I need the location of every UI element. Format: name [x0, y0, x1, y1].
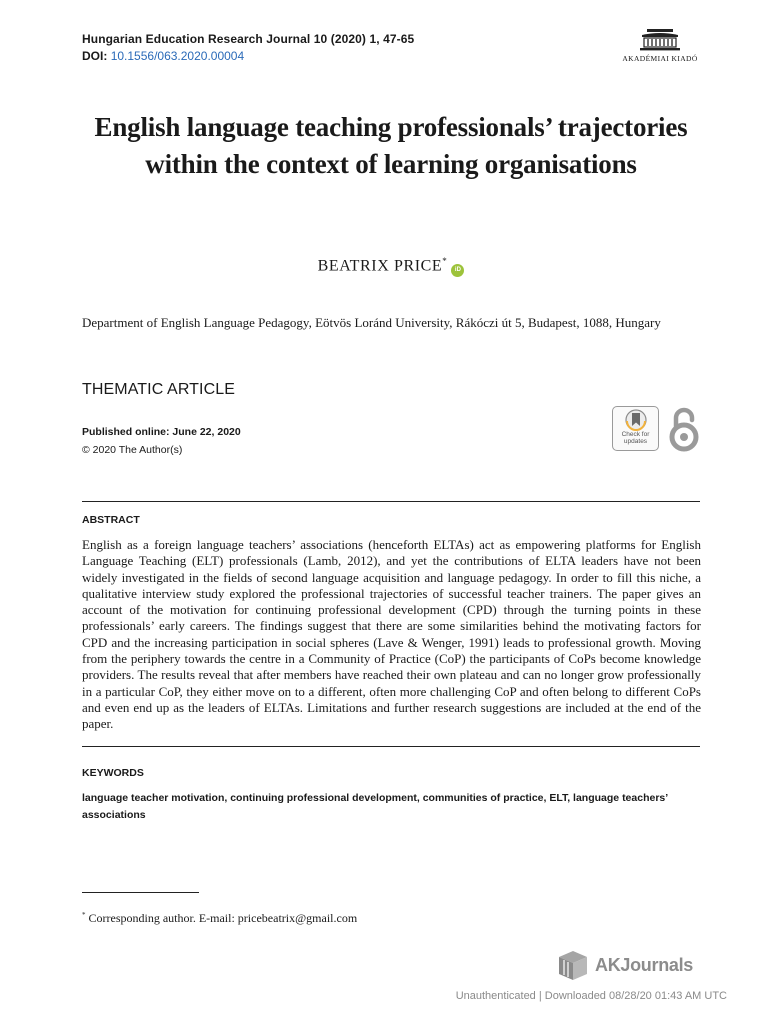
- author-footnote-mark: *: [442, 256, 448, 266]
- abstract-heading: ABSTRACT: [82, 514, 140, 526]
- published-date: Published online: June 22, 2020: [82, 426, 241, 438]
- footnote: [82, 911, 357, 926]
- doi-link[interactable]: 10.1556/063.2020.00004: [110, 49, 245, 63]
- check-for-updates-button[interactable]: [612, 406, 659, 451]
- footnote-mark: *: [82, 911, 86, 919]
- akjournals-wordmark: AKJournals: [595, 954, 694, 975]
- footnote-divider: [82, 892, 199, 893]
- article-type: THEMATIC ARTICLE: [82, 381, 236, 398]
- keywords-heading: KEYWORDS: [82, 767, 144, 779]
- doi-label: DOI:: [82, 49, 108, 63]
- abstract-text: English as a foreign language teachers’ associations (henceforth ELTAs) act as empowering platforms for English Language Teaching (ELT) professionals (Lamb, 2012), and yet the contributions of ELTA leaders have not been widely investigated in the fields of second language acquisition and language pedagogy. In order to fill this niche, a qualitative interview study explored the professional trajectories of successful teacher trainers. The paper gives an account of the motivation for continuing professional development (CPD) through the turning points in these professionals’ early careers. The findings suggest that there are some similarities behind the motivating factors for CPD and the increasing participation in social spheres (Lave & Wenger, 1991) leads to professional growth. Moving from the periphery towards the centre in a Community of Practice (CoP) the participants of CoPs become knowledge providers. The results reveal that after members have reached their own plateau and can no longer grow professionally in a particular CoP, they either move on to a different, often more challenging CoP and often belong to different CoPs and even end up as the leaders of ELTAs. Limitations and further research suggestions are included at the end of the paper.: [82, 537, 701, 732]
- doi-line: [82, 48, 414, 65]
- author-line: [82, 256, 700, 277]
- publisher-logo: [618, 28, 702, 68]
- check-updates-label-2: updates: [623, 438, 648, 445]
- bookmark-ribbon-icon: [624, 409, 648, 431]
- author-name[interactable]: BEATRIX PRICE: [317, 257, 443, 275]
- akjournals-logo[interactable]: [556, 945, 693, 985]
- academy-building-icon: [638, 28, 682, 52]
- footnote-text: Corresponding author. E-mail: pricebeatrix@gmail.com: [85, 911, 358, 925]
- copyright: © 2020 The Author(s): [82, 444, 183, 456]
- check-updates-label-1: Check for: [621, 431, 650, 438]
- publisher-name: AKADÉMIAI KIADÓ: [622, 54, 698, 63]
- keywords-text: language teacher motivation, continuing professional development, communities of practice, ELT, language teachers’ associations: [82, 792, 668, 821]
- abstract-bottom-divider: [82, 746, 700, 747]
- article-title: English language teaching professionals’ trajectories within the context of learning organisations: [94, 112, 688, 179]
- open-access-icon: [667, 404, 701, 454]
- abstract-top-divider: [82, 501, 700, 502]
- journals-stack-icon: [556, 948, 590, 982]
- download-stamp: Unauthenticated | Downloaded 08/28/20 01:43 AM UTC: [455, 990, 727, 1002]
- publication-info: [82, 423, 241, 459]
- journal-header: [82, 31, 414, 65]
- journal-citation: Hungarian Education Research Journal 10 (2020) 1, 47-65: [82, 32, 415, 46]
- author-affiliation: Department of English Language Pedagogy, Eötvös Loránd University, Rákóczi út 5, Budapest, 1088, Hungary: [82, 315, 661, 330]
- orcid-icon[interactable]: iD: [451, 264, 464, 277]
